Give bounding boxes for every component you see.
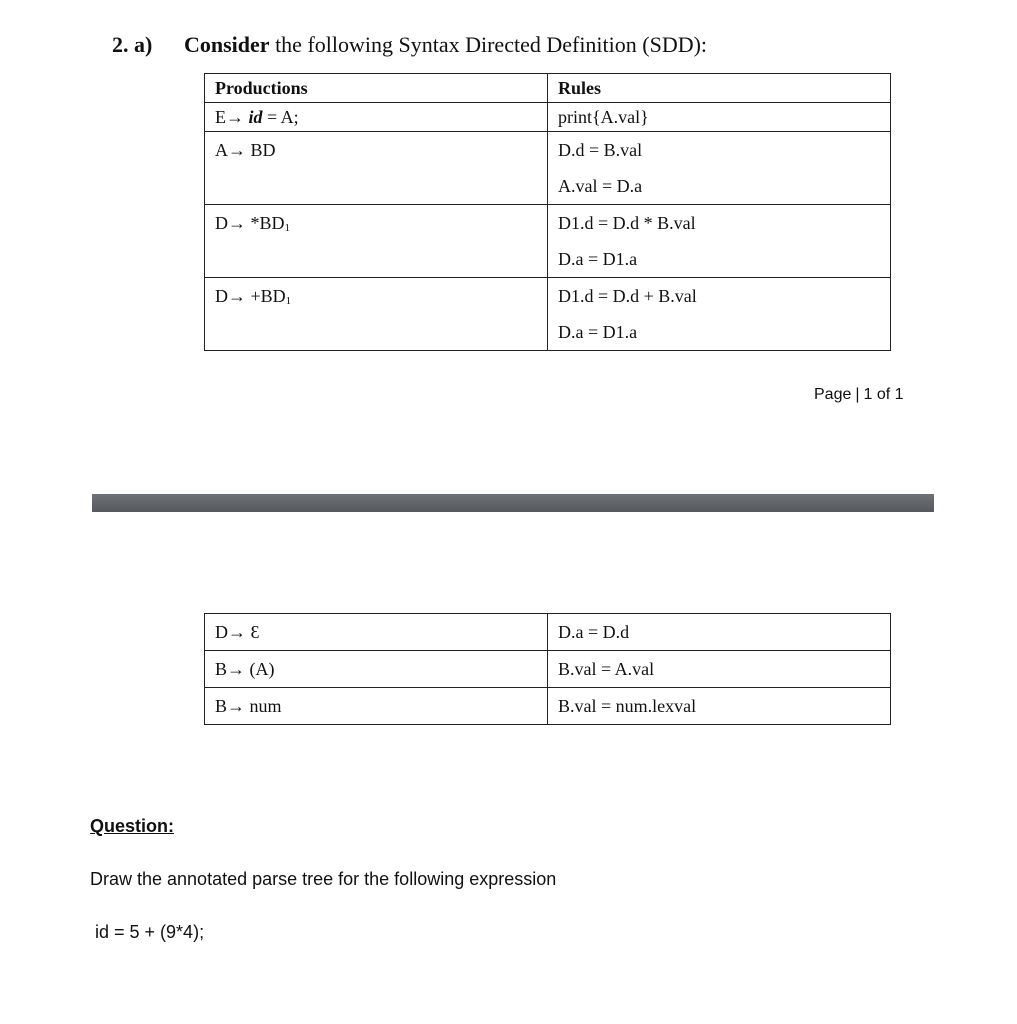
- rules-header: Rules: [548, 74, 891, 103]
- rule-cell: [548, 132, 891, 205]
- rule-line: D1.d = D.d + B.val: [558, 286, 697, 306]
- rule-line: D.d = B.val: [558, 140, 643, 160]
- production-subscript: 1: [284, 222, 291, 234]
- question-heading: Question:: [90, 816, 174, 836]
- rule-cell: [548, 205, 891, 278]
- productions-header: Productions: [205, 74, 548, 103]
- table-row: [205, 278, 891, 351]
- page-separator: |: [855, 386, 860, 403]
- table-row: [205, 688, 891, 725]
- table-row: [205, 132, 891, 205]
- production-cell: [205, 205, 548, 278]
- production-cell: D→ Ɛ: [205, 614, 548, 651]
- question-text: Draw the annotated parse tree for the following expression: [90, 869, 557, 889]
- production-cell: A→ BD: [205, 132, 548, 205]
- question-number: 2. a): [112, 32, 153, 57]
- production-cell: B→ (A): [205, 651, 548, 688]
- title-bold: Consider: [184, 32, 270, 57]
- rule-line: D.a = D1.a: [558, 249, 638, 269]
- rule-line: A.val = D.a: [558, 176, 643, 196]
- production-main: D→ *BD: [215, 213, 285, 233]
- production-lhs: E→: [215, 107, 249, 127]
- table-row: [205, 614, 891, 651]
- production-cell: B→ num: [205, 688, 548, 725]
- rule-cell: [548, 103, 891, 132]
- page-number: [814, 386, 904, 404]
- sdd-table-part1: [204, 73, 891, 351]
- table-row: [205, 651, 891, 688]
- rule-line: print{A.val}: [558, 107, 649, 127]
- production-id: id: [248, 107, 263, 127]
- rule-cell: D.a = D.d: [548, 614, 891, 651]
- sdd-table-part2: [204, 613, 891, 725]
- production-main: D→ +BD: [215, 286, 286, 306]
- production-cell: [205, 103, 548, 132]
- table-header-row: [205, 74, 891, 103]
- rule-cell: B.val = num.lexval: [548, 688, 891, 725]
- page-value: 1 of 1: [863, 386, 904, 403]
- production-rest: = A;: [262, 107, 299, 127]
- table-row: [205, 103, 891, 132]
- rule-cell: B.val = A.val: [548, 651, 891, 688]
- question-title: [184, 32, 707, 58]
- title-rest: the following Syntax Directed Definition (SDD):: [269, 32, 708, 57]
- rule-line: D1.d = D.d * B.val: [558, 213, 696, 233]
- page-divider: [92, 494, 934, 512]
- table-row: [205, 205, 891, 278]
- rule-line: D.a = D1.a: [558, 322, 638, 342]
- production-subscript: 1: [285, 295, 292, 307]
- rule-cell: [548, 278, 891, 351]
- production-cell: [205, 278, 548, 351]
- question-expression: id = 5 + (9*4);: [95, 922, 205, 942]
- page-label: Page: [814, 386, 852, 403]
